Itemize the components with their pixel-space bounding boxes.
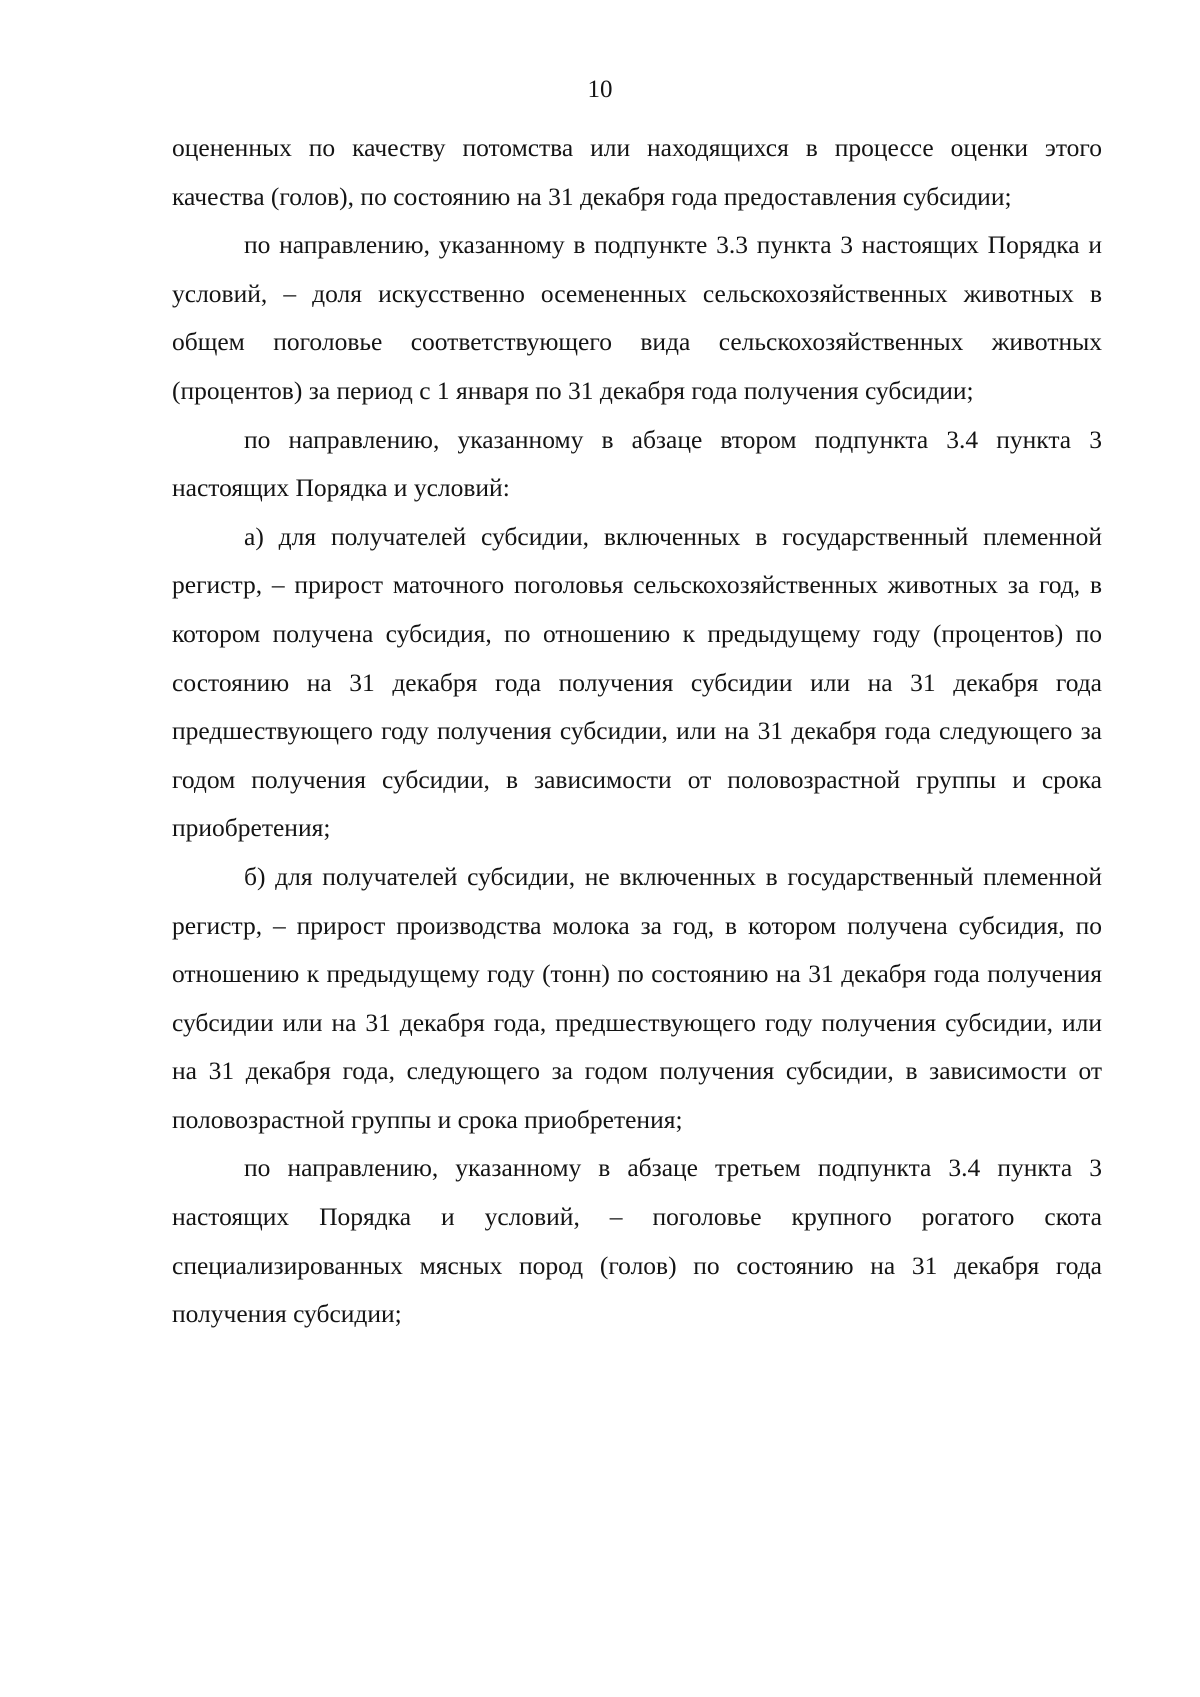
paragraph-direction-3-4-second: по направлению, указанному в абзаце втором подпункта 3.4 пункта 3 настоящих Порядка и условий: bbox=[172, 424, 1102, 503]
paragraph-item-a: а) для получателей субсидии, включенных в государственный племенной регистр, – прирост маточного поголовья сельскохозяйственных животных за год, в котором получена субсидия, по отношению к предыдущему году (процентов) по состоянию на 31 декабря года получения субсидии или на 31 декабря года предшествующего году получения субсидии, или на 31 декабря года следующего за годом получения субсидии, в зависимости от половозрастной группы и срока приобретения; bbox=[172, 521, 1102, 843]
paragraph-item-b: б) для получателей субсидии, не включенных в государственный племенной регистр, – прирост производства молока за год, в котором получена субсидия, по отношению к предыдущему году (тонн) по состоянию на 31 декабря года получения субсидии или на 31 декабря года, предшествующего году получения субсидии, или на 31 декабря года, следующего за годом получения субсидии, в зависимости от половозрастной группы и срока приобретения; bbox=[172, 861, 1102, 1134]
paragraph-direction-3-4-third: по направлению, указанному в абзаце третьем подпункта 3.4 пункта 3 настоящих Порядка и условий, – поголовье крупного рогатого скота специализированных мясных пород (голов) по состоянию на 31 декабря года получения субсидии; bbox=[172, 1153, 1102, 1329]
paragraph-direction-3-3: по направлению, указанному в подпункте 3.3 пункта 3 настоящих Порядка и условий, – доля искусственно осемененных сельскохозяйственных животных в общем поголовье соответствующего вида сельскохозяйственных животных (процентов) за период с 1 января по 31 декабря года получения субсидии; bbox=[172, 230, 1102, 405]
paragraph-continuation: оцененных по качеству потомства или находящихся в процессе оценки этого качества (голов), по состоянию на 31 декабря года предоставления субсидии; bbox=[172, 133, 1102, 211]
document-body bbox=[172, 124, 1102, 1339]
page-number: 10 bbox=[587, 76, 613, 103]
